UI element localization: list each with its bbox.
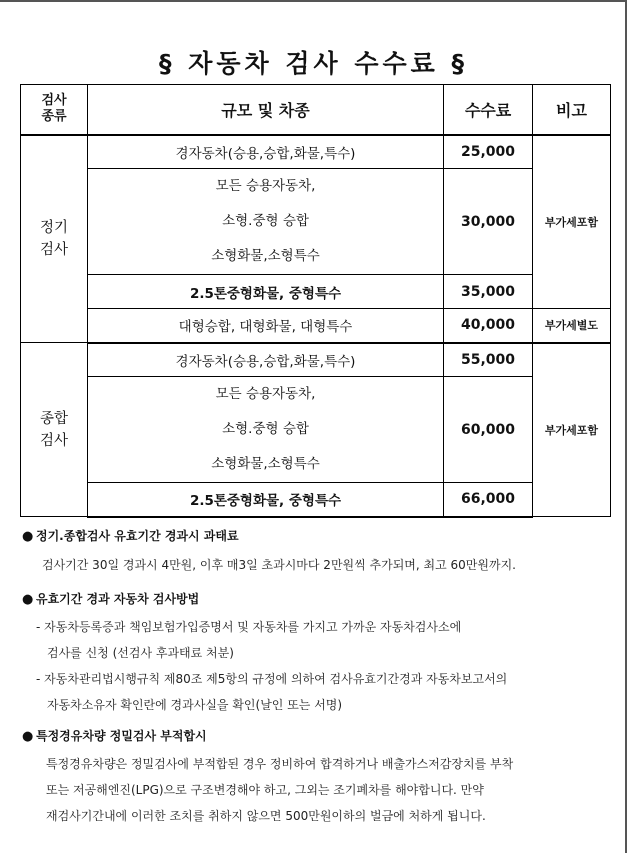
table-row: [21, 309, 611, 343]
section-title: [22, 727, 612, 744]
header-fee: 수수료: [444, 85, 533, 135]
table-row: [21, 275, 611, 309]
section-title: [22, 527, 612, 544]
fee-cell: 25,000: [444, 135, 533, 169]
fee-cell: 40,000: [444, 309, 533, 343]
scale-cell: 2.5톤중형화물, 중형특수: [88, 275, 444, 309]
header-scale: 규모 및 차종: [88, 85, 444, 135]
scale-line: 소형.중형 승합: [222, 213, 309, 229]
fee-cell: 66,000: [444, 483, 533, 517]
table-row: [21, 377, 611, 483]
scale-line: 모든 승용자동차,: [215, 178, 316, 194]
section-title-text: 특정경유차량 정밀검사 부적합시: [36, 729, 207, 743]
header-inspection-type: [21, 85, 88, 135]
header-note: 비고: [533, 85, 611, 135]
category-combined: [21, 343, 88, 517]
section-diesel: [22, 727, 612, 824]
table-row: [21, 483, 611, 517]
scale-cell: 경자동차(승용,승합,화물,특수): [88, 135, 444, 169]
bullet-icon: ●: [22, 729, 34, 744]
fee-cell: 35,000: [444, 275, 533, 309]
section-line: 검사를 신청 (선검사 후과태료 처분): [47, 646, 234, 660]
table-row: [21, 343, 611, 377]
note-vat-included: 부가세포함: [533, 343, 611, 517]
scale-line: 소형화물,소형특수: [211, 248, 320, 264]
category-combined-text: 종합 검사: [39, 410, 68, 449]
scale-line: 모든 승용자동차,: [215, 386, 316, 402]
info-sections: [22, 527, 612, 824]
section-title-text: 정기.종합검사 유효기간 경과시 과태료: [36, 529, 239, 543]
section-method: [22, 590, 612, 713]
scale-cell: 대형승합, 대형화물, 대형특수: [88, 309, 444, 343]
section-title-text: 유효기간 경과 자동차 검사방법: [36, 592, 200, 606]
table-header-row: [21, 85, 611, 135]
scale-cell: 2.5톤중형화물, 중형특수: [88, 483, 444, 517]
section-line: 특정경유차량은 정밀검사에 부적합된 경우 정비하여 합격하거나 배출가스저감장치를 부착: [46, 757, 514, 771]
section-line: 또는 저공해엔진(LPG)으로 구조변경해야 하고, 그외는 조기폐차를 해야합니다. 만약: [46, 783, 484, 797]
section-line: - 자동차관리법시행규칙 제80조 제5항의 규정에 의하여 검사유효기간경과 자동차보고서의: [36, 672, 508, 686]
section-line: 자동차소유자 확인란에 경과사실을 확인(날인 또는 서명): [47, 698, 343, 712]
note-vat-separate: 부가세별도: [533, 309, 611, 343]
table-row: [21, 135, 611, 169]
scale-cell-multiline: [88, 377, 444, 483]
table-row: [21, 169, 611, 275]
fee-cell: 30,000: [444, 169, 533, 275]
fee-cell: 55,000: [444, 343, 533, 377]
scale-line: 소형화물,소형특수: [211, 456, 320, 472]
section-line: - 자동차등록증과 책임보험가입증명서 및 자동차를 가지고 가까운 자동차검사소에: [36, 620, 462, 634]
section-line: 검사기간 30일 경과시 4만원, 이후 매3일 초과시마다 2만원씩 추가되며, 최고 60만원까지.: [42, 558, 516, 572]
bullet-icon: ●: [22, 529, 34, 544]
category-regular: [21, 135, 88, 343]
category-regular-text: 정기 검사: [39, 219, 68, 258]
fee-cell: 60,000: [444, 377, 533, 483]
section-penalty: [22, 527, 612, 573]
page-title: § 자동차 검사 수수료 §: [158, 49, 468, 78]
bullet-icon: ●: [22, 592, 34, 607]
scale-cell-multiline: [88, 169, 444, 275]
header-type-text: 검사 종류: [41, 93, 67, 125]
scale-cell: 경자동차(승용,승합,화물,특수): [88, 343, 444, 377]
fee-table: [20, 84, 611, 518]
section-title: [22, 590, 612, 607]
section-line: 재검사기간내에 이러한 조치를 취하지 않으면 500만원이하의 벌금에 처하게 됩니다.: [46, 809, 486, 823]
scale-line: 소형.중형 승합: [222, 421, 309, 437]
note-vat-included: 부가세포함: [533, 135, 611, 309]
